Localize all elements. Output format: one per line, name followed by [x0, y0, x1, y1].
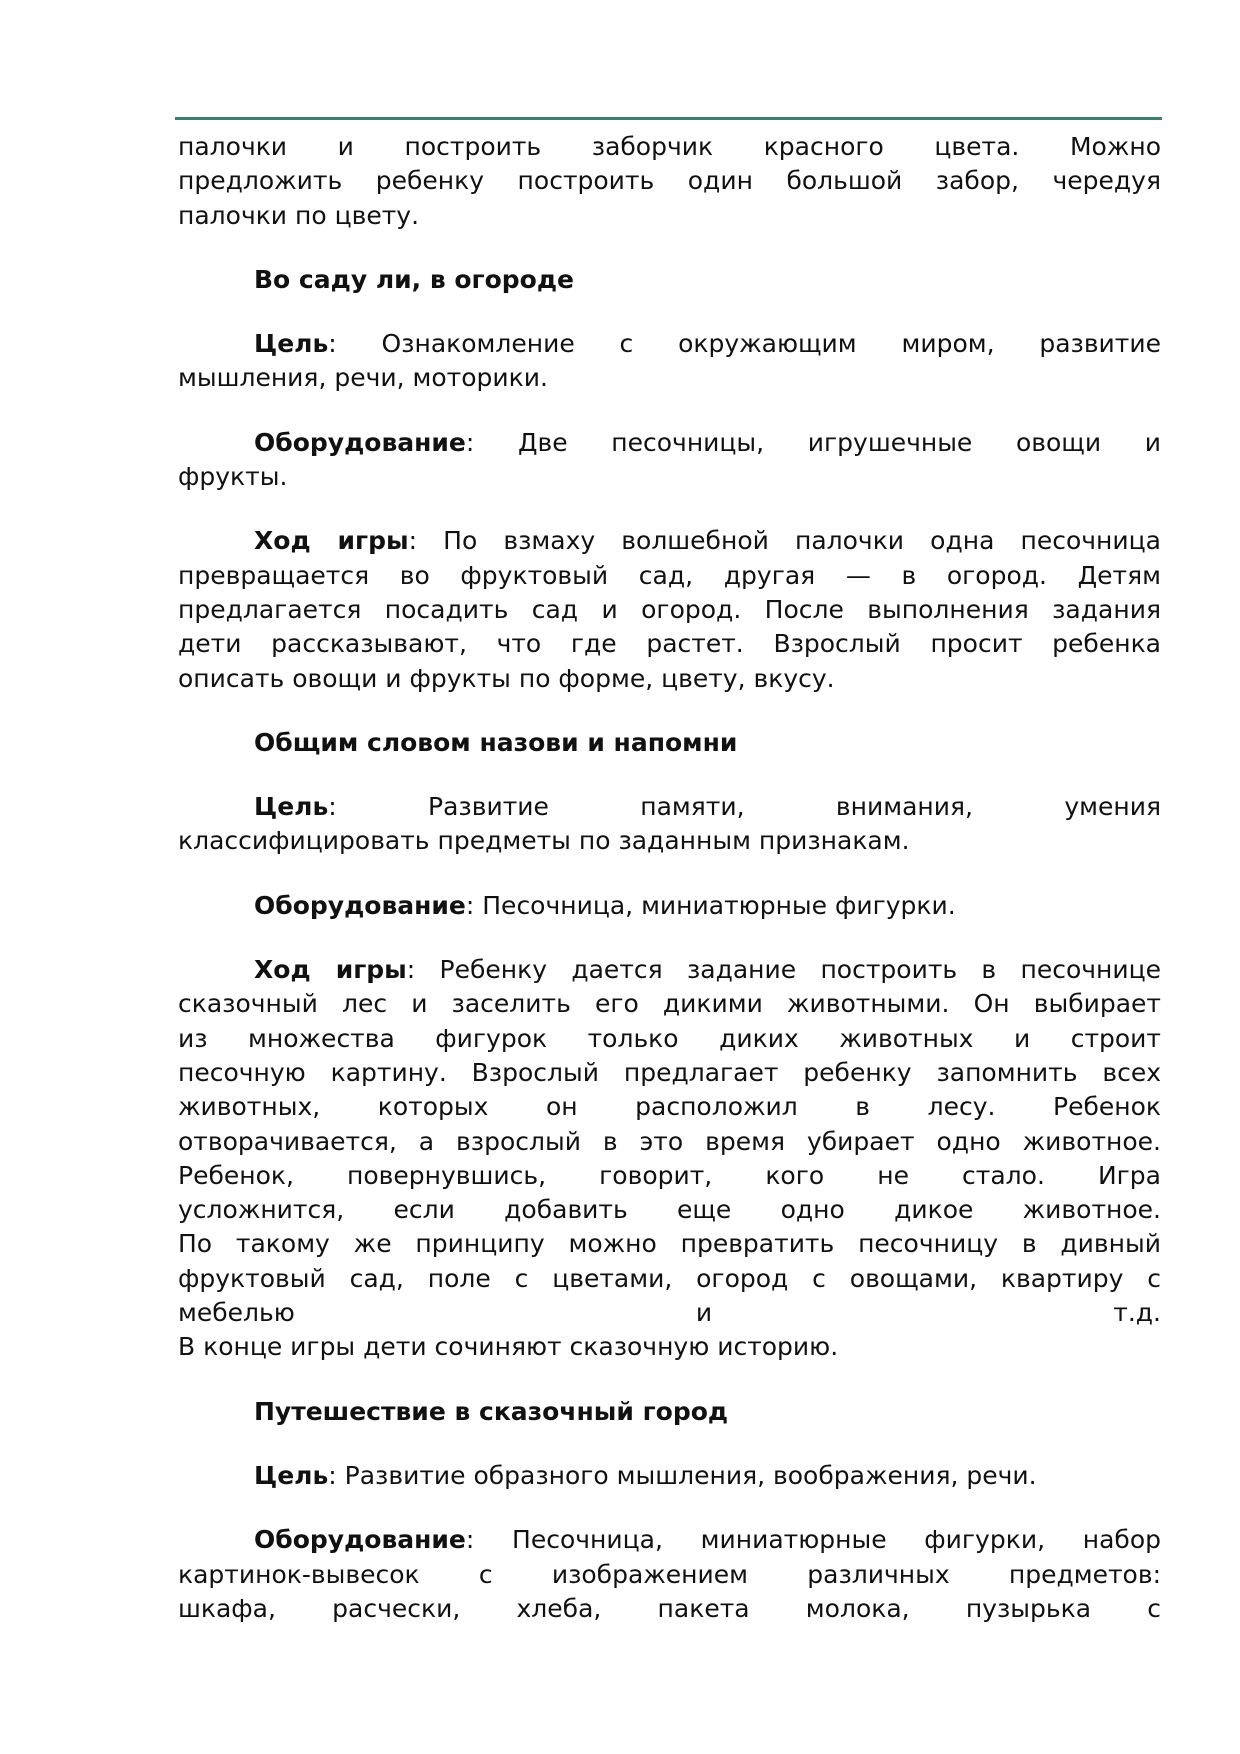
- line-text: Ребенок, повернувшись, говорит, кого не стало. Игра: [178, 1160, 1161, 1190]
- line-text: палочки по цвету.: [178, 200, 420, 230]
- text-line: [178, 199, 1161, 233]
- text-line: [178, 559, 1161, 593]
- section-heading: Во саду ли, в огороде: [254, 264, 574, 294]
- line-text: предложить ребенку построить один большой забор, чередуя: [178, 166, 1161, 196]
- text-line: [178, 824, 1161, 858]
- paragraph-label: Цель: [254, 329, 329, 359]
- line-text: из множества фигурок только диких животных и строит: [178, 1023, 1161, 1053]
- text-line: [178, 627, 1161, 661]
- line-text: : Ознакомление с окружающим миром, развитие: [328, 329, 1161, 359]
- line-text: отворачивается, а взрослый в это время убирает одно животное.: [178, 1126, 1161, 1156]
- line-text: дети рассказывают, что где растет. Взрослый просит ребенка: [178, 629, 1161, 659]
- text-line: [178, 1262, 1161, 1296]
- line-text: : Песочница, миниатюрные фигурки, набор: [465, 1525, 1161, 1555]
- paragraph-label: Оборудование: [254, 890, 466, 920]
- text-line: [178, 426, 1161, 460]
- text-line: [178, 361, 1161, 395]
- text-line: [178, 1090, 1161, 1124]
- line-text: палочки и построить заборчик красного цвета. Можно: [178, 132, 1161, 161]
- paragraph: [178, 426, 1161, 495]
- text-line: [178, 164, 1161, 198]
- paragraph-label: Цель: [254, 1460, 329, 1490]
- line-text: предлагается посадить сад и огород. После выполнения задания: [178, 594, 1161, 624]
- header-rule: [175, 117, 1162, 120]
- text-line: [178, 1459, 1161, 1493]
- text-line: [178, 1125, 1161, 1159]
- text-line: [178, 1592, 1161, 1626]
- text-line: [178, 1193, 1161, 1227]
- line-text: фруктовый сад, поле с цветами, огород с овощами, квартиру с: [178, 1263, 1161, 1293]
- text-line: [178, 1227, 1161, 1261]
- line-text: шкафа, расчески, хлеба, пакета молока, пузырька с: [178, 1593, 1161, 1623]
- line-text: животных, которых он расположил в лесу. Ребенок: [178, 1092, 1161, 1122]
- text-line: [178, 1330, 1161, 1364]
- paragraph: [178, 130, 1161, 233]
- paragraph-label: Оборудование: [254, 1525, 466, 1555]
- line-text: В конце игры дети сочиняют сказочную историю.: [178, 1332, 839, 1362]
- line-text: сказочный лес и заселить его дикими животными. Он выбирает: [178, 989, 1161, 1019]
- line-text: мышления, речи, моторики.: [178, 363, 548, 393]
- text-line: [178, 953, 1161, 987]
- text-line: [178, 1558, 1161, 1592]
- text-line: [178, 130, 1161, 164]
- text-line: [178, 1523, 1161, 1557]
- section-heading: Общим словом назови и напомни: [254, 727, 738, 757]
- text-line: [178, 790, 1161, 824]
- line-text: : Ребенку дается задание построить в песочнице: [406, 955, 1161, 985]
- text-line: [178, 889, 1161, 923]
- paragraph-label: Ход игры: [254, 526, 409, 556]
- line-text: : По взмаху волшебной палочки одна песочница: [408, 526, 1161, 556]
- text-line: [178, 524, 1161, 558]
- text-line: [178, 662, 1161, 696]
- line-text: : Развитие образного мышления, воображения, речи.: [328, 1460, 1037, 1490]
- paragraph-label: Ход игры: [254, 955, 407, 985]
- line-text: описать овощи и фрукты по форме, цвету, вкусу.: [178, 663, 835, 693]
- text-line: [178, 460, 1161, 494]
- text-line: [178, 1056, 1161, 1090]
- line-text: По такому же принципу можно превратить песочницу в дивный: [178, 1229, 1161, 1259]
- line-text: превращается во фруктовый сад, другая — в огород. Детям: [178, 560, 1161, 590]
- line-text: мебелью и т.д.: [178, 1298, 1161, 1328]
- paragraph: [178, 524, 1161, 695]
- line-text: классифицировать предметы по заданным признакам.: [178, 826, 910, 856]
- paragraph-label: Оборудование: [254, 427, 466, 457]
- line-text: : Развитие памяти, внимания, умения: [328, 792, 1161, 822]
- line-text: песочную картину. Взрослый предлагает ребенку запомнить всех: [178, 1057, 1161, 1087]
- line-text: : Песочница, миниатюрные фигурки.: [465, 890, 956, 920]
- text-line: [178, 987, 1161, 1021]
- paragraph: [178, 327, 1161, 396]
- paragraph: [178, 1523, 1161, 1626]
- section-heading: Путешествие в сказочный город: [254, 1396, 729, 1426]
- text-line: [178, 327, 1161, 361]
- text-line: [178, 1296, 1161, 1330]
- paragraph-label: Цель: [254, 792, 329, 822]
- text-line: [178, 593, 1161, 627]
- line-text: картинок-вывесок с изображением различных предметов:: [178, 1559, 1161, 1589]
- line-text: : Две песочницы, игрушечные овощи и: [465, 427, 1161, 457]
- paragraph: [178, 790, 1161, 859]
- line-text: фрукты.: [178, 462, 288, 492]
- document-body: [178, 130, 1161, 1656]
- paragraph: [178, 1459, 1161, 1493]
- text-line: [178, 1022, 1161, 1056]
- paragraph: [178, 889, 1161, 923]
- line-text: усложнится, если добавить еще одно дикое животное.: [178, 1195, 1161, 1225]
- text-line: [178, 1159, 1161, 1193]
- paragraph: [178, 953, 1161, 1365]
